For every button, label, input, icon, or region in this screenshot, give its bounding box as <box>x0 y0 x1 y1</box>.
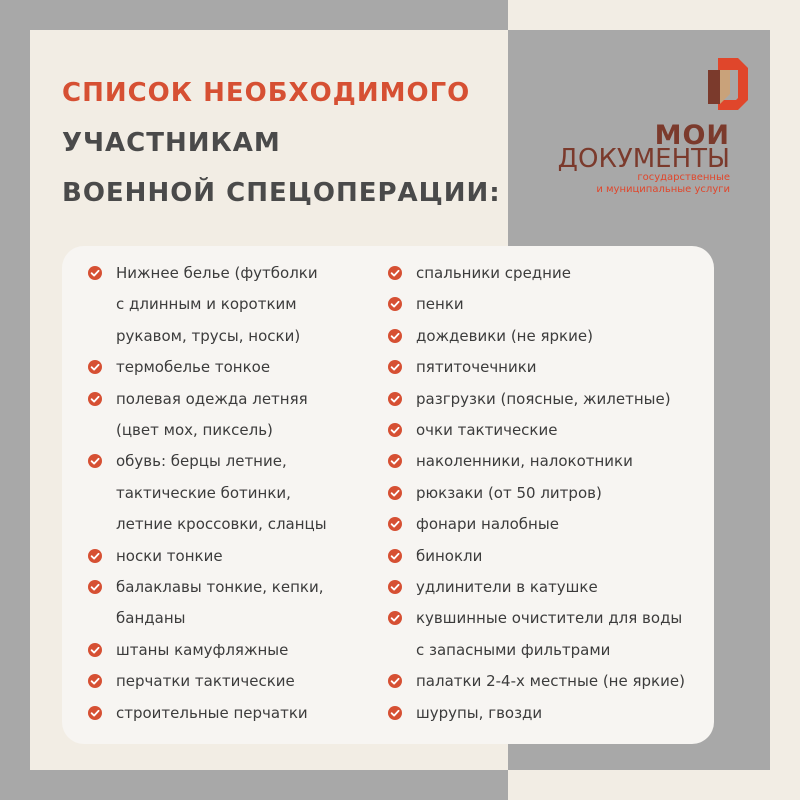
checklist-item-text: с длинным и коротким <box>116 295 297 314</box>
checklist-item <box>88 352 378 383</box>
checklist-item <box>388 446 708 477</box>
checklist-item-text: бинокли <box>416 546 483 565</box>
checklist-item-text: перчатки тактические <box>116 672 295 691</box>
checklist-item <box>388 478 708 509</box>
checklist-item-text: рукавом, трусы, носки) <box>116 326 301 345</box>
checklist-box <box>62 246 714 744</box>
checklist-item-text: фонари налобные <box>416 515 559 534</box>
checklist-item <box>88 446 378 477</box>
checklist-item-text: летние кроссовки, сланцы <box>116 515 327 534</box>
checklist-item <box>88 478 378 509</box>
title-line-1: СПИСОК НЕОБХОДИМОГО <box>62 78 471 108</box>
logo-emblem-icon <box>708 58 748 110</box>
check-circle-icon <box>388 549 402 563</box>
checklist-item-text: дождевики (не яркие) <box>416 326 593 345</box>
check-circle-icon <box>88 454 102 468</box>
checklist-left-column <box>88 258 378 729</box>
checklist-item-text: Нижнее белье (футболки <box>116 264 318 282</box>
checklist-item-text: разгрузки (поясные, жилетные) <box>416 389 671 408</box>
logo-brand-top: МОИ <box>654 120 730 151</box>
check-circle-icon <box>388 392 402 406</box>
checklist-item-text: удлинители в катушке <box>416 578 598 597</box>
check-circle-icon <box>388 706 402 720</box>
checklist-item-text: (цвет мох, пиксель) <box>116 421 273 440</box>
checklist-item <box>88 258 378 289</box>
check-circle-icon <box>88 706 102 720</box>
checklist-item <box>388 698 708 729</box>
checklist-item-text: термобелье тонкое <box>116 358 271 377</box>
checklist-item <box>88 698 378 729</box>
checklist-item <box>388 321 708 352</box>
check-circle-icon <box>88 549 102 563</box>
logo-tagline-line-1: государственные <box>637 172 730 183</box>
checklist-item <box>88 541 378 572</box>
checklist-item <box>88 509 378 540</box>
title-line-3: ВОЕННОЙ СПЕЦОПЕРАЦИИ: <box>62 178 501 208</box>
checklist-item-text: балаклавы тонкие, кепки, <box>116 578 324 597</box>
checklist-item-text: пенки <box>416 295 464 314</box>
logo-tagline-line-2: и муниципальные услуги <box>596 184 730 195</box>
check-circle-icon <box>388 454 402 468</box>
check-circle-icon <box>88 392 102 406</box>
check-circle-icon <box>388 674 402 688</box>
checklist-item <box>388 603 708 634</box>
checklist-item-text: носки тонкие <box>116 546 223 565</box>
check-circle-icon <box>388 329 402 343</box>
checklist-item <box>388 666 708 697</box>
checklist-item-text: банданы <box>116 609 186 628</box>
check-circle-icon <box>388 517 402 531</box>
checklist-item-text: спальники средние <box>416 264 571 282</box>
checklist-item-text: строительные перчатки <box>116 703 308 722</box>
checklist-right-column <box>388 258 708 729</box>
logo-tagline <box>596 172 730 196</box>
checklist-item-text: штаны камуфляжные <box>116 640 289 659</box>
checklist-item-text: кувшинные очистители для воды <box>416 609 683 628</box>
checklist-item <box>388 258 708 289</box>
logo-brand-bottom: ДОКУМЕНТЫ <box>557 144 730 174</box>
checklist-item-text: очки тактические <box>416 421 558 440</box>
checklist-item <box>88 289 378 320</box>
check-circle-icon <box>388 580 402 594</box>
check-circle-icon <box>388 611 402 625</box>
checklist-item <box>388 635 708 666</box>
checklist-item <box>388 289 708 320</box>
title-line-2: УЧАСТНИКАМ <box>62 128 281 158</box>
checklist-item-text: обувь: берцы летние, <box>116 452 287 471</box>
check-circle-icon <box>88 643 102 657</box>
checklist-item-text: пятиточечники <box>416 358 537 377</box>
check-circle-icon <box>88 360 102 374</box>
checklist-item <box>388 509 708 540</box>
checklist-item <box>88 415 378 446</box>
checklist-item <box>388 415 708 446</box>
checklist-item-text: рюкзаки (от 50 литров) <box>416 483 602 502</box>
checklist-item-text: наколенники, налокотники <box>416 452 633 471</box>
checklist-item <box>388 384 708 415</box>
checklist-item <box>88 666 378 697</box>
checklist-item <box>388 352 708 383</box>
checklist-item <box>88 635 378 666</box>
check-circle-icon <box>388 486 402 500</box>
checklist-item <box>88 572 378 603</box>
checklist-item <box>88 384 378 415</box>
checklist-item <box>388 541 708 572</box>
checklist-item-text: с запасными фильтрами <box>416 640 611 659</box>
check-circle-icon <box>88 266 102 280</box>
checklist-item-text: полевая одежда летняя <box>116 389 308 408</box>
check-circle-icon <box>388 297 402 311</box>
checklist-item <box>388 572 708 603</box>
check-circle-icon <box>88 674 102 688</box>
check-circle-icon <box>388 266 402 280</box>
check-circle-icon <box>388 423 402 437</box>
checklist-item-text: палатки 2-4-х местные (не яркие) <box>416 672 685 691</box>
checklist-item-text: шурупы, гвозди <box>416 703 543 722</box>
moi-dokumenty-logo <box>557 58 740 208</box>
checklist-item <box>88 603 378 634</box>
checklist-item-text: тактические ботинки, <box>116 483 291 502</box>
check-circle-icon <box>88 580 102 594</box>
checklist-item <box>88 321 378 352</box>
check-circle-icon <box>388 360 402 374</box>
page-title <box>62 68 501 218</box>
